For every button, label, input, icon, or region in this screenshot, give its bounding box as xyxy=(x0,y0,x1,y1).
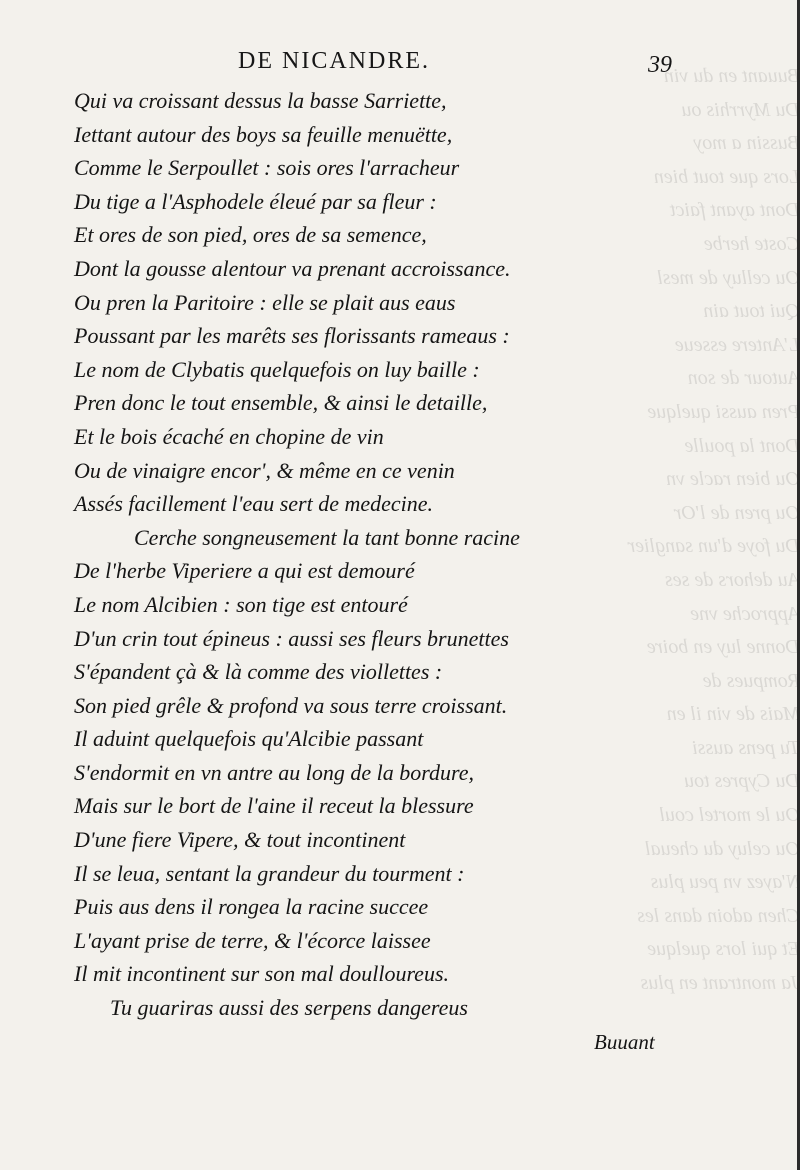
verse-line: L'ayant prise de terre, & l'écorce laissee xyxy=(74,927,431,953)
verse-line: De l'herbe Viperiere a qui est demouré xyxy=(74,558,415,584)
verse-line: Dont la gousse alentour va prenant accroissance. xyxy=(74,255,511,281)
running-head: DE NICANDRE. xyxy=(238,48,430,74)
verse-line: Mais sur le bort de l'aine il receut la blessure xyxy=(74,793,474,819)
verse-line: Pren donc le tout ensemble, & ainsi le detaille, xyxy=(74,390,488,416)
verse-line: Puis aus dens il rongea la racine succee xyxy=(74,894,429,920)
verse-line: Le nom de Clybatis quelquefois on luy baille : xyxy=(74,356,480,382)
show-through-bleed: Buuant en du vin Du Myrrhis ou Bussin a moy Lors que tout bien Dont ayant faict Coste herbe Ou celluy de mesl Qui tout ain L'Antere esseue Autour de son Pren aussi quelque Dont la poulle Ou bien racle vn Ou pren de l'Or Du foye d'un sanglier Au dehors de ses Approche vne Donne luy en boire Rompues de Mais de vin il en Tu pens aussi Du Cypres tou Ou le mortel coul Ou celuy du cheual N'ayez vn peu plus Chen adoin dans les Et qui lors quelque Ja montrant en plus xyxy=(627,65,800,995)
verse-line: D'une fiere Vipere, & tout incontinent xyxy=(74,827,406,853)
verse-line: Le nom Alcibien : son tige est entouré xyxy=(74,591,408,617)
verse-line: D'un crin tout épineus : aussi ses fleurs brunettes xyxy=(74,625,509,651)
verse-line: Assés facillement l'eau sert de medecine. xyxy=(74,491,434,517)
verse-line: Ou de vinaigre encor', & même en ce venin xyxy=(74,457,455,483)
page-header xyxy=(0,46,800,80)
verse-line: S'endormit en vn antre au long de la bordure, xyxy=(74,759,475,785)
catchword: Buuant xyxy=(594,1030,655,1054)
verse-line: S'épandent çà & là comme des viollettes : xyxy=(74,659,443,685)
verse-line: Poussant par les marêts ses florissants rameaus : xyxy=(74,323,510,349)
verse-line: Il se leua, sentant la grandeur du tourment : xyxy=(74,860,465,886)
verse-line-indented: Tu guariras aussi des serpens dangereus xyxy=(110,995,468,1021)
verse-line: Iettant autour des boys sa feuille menuëtte, xyxy=(74,121,453,147)
verse-line: Et le bois écaché en chopine de vin xyxy=(74,423,384,449)
verse-line: Comme le Serpoullet : sois ores l'arracheur xyxy=(74,155,460,181)
verse-line: Du tige a l'Asphodele éleué par sa fleur : xyxy=(74,188,437,214)
verse-line: Son pied grêle & profond va sous terre croissant. xyxy=(74,692,508,718)
verse-line-indented: Cerche songneusement la tant bonne racine xyxy=(134,524,520,550)
verse-line: Ou pren la Paritoire : elle se plait aus eaus xyxy=(74,289,456,315)
verse-block xyxy=(74,84,574,1025)
verse-line: Il mit incontinent sur son mal doulloureus. xyxy=(74,961,450,987)
verse-line: Il aduint quelquefois qu'Alcibie passant xyxy=(74,726,424,752)
verse-line: Qui va croissant dessus la basse Sarriette, xyxy=(74,88,447,113)
page-number: 39 xyxy=(648,52,672,78)
verse-line: Et ores de son pied, ores de sa semence, xyxy=(74,222,427,248)
